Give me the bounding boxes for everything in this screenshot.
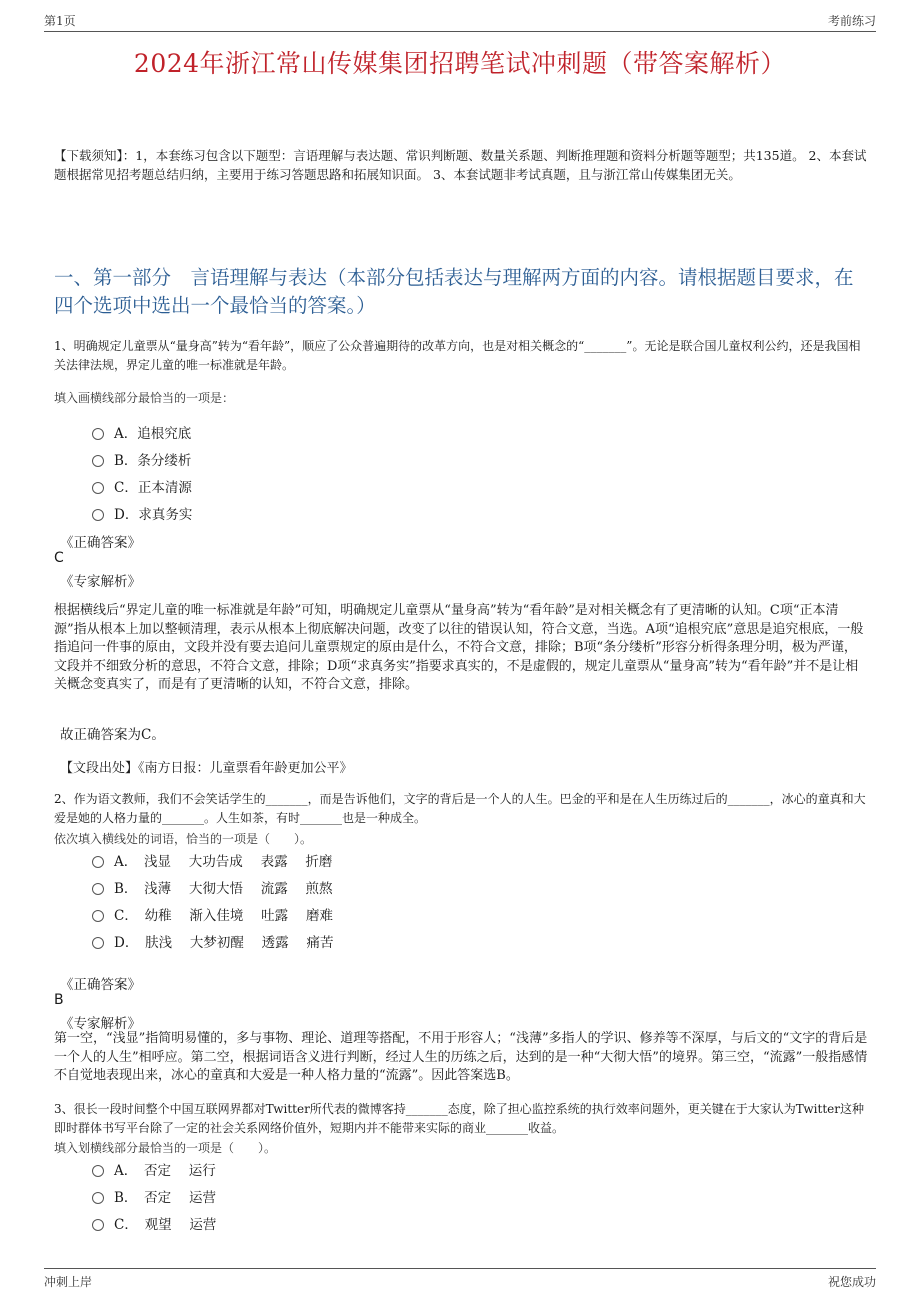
question-3-stem: 3、很长一段时间整个中国互联网界都对Twitter所代表的微博客持_______态度，除了担心监控系统的执行效率问题外，更关键在于大家认为Twitter这种即时群体书写平台除了一定的社会关系网络价值外，短期内并不能带来实际的商业_______收益。: [54, 1102, 864, 1135]
footer-right: 祝您成功: [827, 1275, 876, 1289]
option-label: D．求真务实: [114, 507, 193, 523]
question-2-option-c[interactable]: [92, 904, 333, 924]
question-1-option-b[interactable]: [92, 449, 191, 469]
question-2-stem: 2、作为语文教师，我们不会笑话学生的_______，而是告诉他们，文字的背后是一个人的人生。巴金的平和是在人生历练过后的_______，冰心的童真和大爱是她的人格力量的_______。人生如茶，有时_______也是一种成全。: [54, 792, 866, 825]
option-label: C． 观望 运营: [114, 1217, 217, 1233]
question-2-answer: B: [54, 992, 64, 1008]
page-header: [44, 12, 876, 29]
question-2-option-d[interactable]: [92, 931, 333, 951]
question-1-analysis: 根据横线后“界定儿童的唯一标准就是年龄”可知，明确规定儿童票从“量身高”转为“看年龄”是对相关概念有了更清晰的认知。C项“正本清源”指从根本上加以整顿清理，表示从根本上彻底解决问题，改变了以往的错误认知，符合文意，当选。A项“追根究底”意思是追究根底，一般指追问一件事的原由，文段并没有要去追问儿童票规定的原由是什么，不符合文意，排除；B项“条分缕析”形容分析得条理分明，极为严谨，文段并不细致分析的意思，不符合文意，排除；D项“求真务实”指要求真实的，不是虚假的，规定儿童票从“量身高”转为“看年龄”并不是让相关概念变真实了，而是有了更清晰的认知，不符合文意，排除。: [54, 603, 864, 692]
radio-icon[interactable]: [92, 1165, 104, 1177]
header-divider: [44, 31, 876, 32]
question-1-prompt: 填入画横线部分最恰当的一项是：: [54, 391, 235, 405]
correct-answer-label: 《正确答案》: [60, 977, 141, 993]
option-label: A．追根究底: [114, 426, 192, 442]
question-1-option-d[interactable]: [92, 503, 192, 523]
footer-divider: [44, 1268, 876, 1269]
option-label: B． 浅薄 大彻大悟 流露 煎熬: [114, 881, 333, 897]
question-2-option-a[interactable]: [92, 850, 332, 870]
radio-icon[interactable]: [92, 1219, 104, 1231]
analysis-label: 《专家解析》: [60, 1016, 141, 1032]
option-label: A． 否定 运行: [114, 1163, 216, 1179]
question-3-prompt: 填入划横线部分最恰当的一项是（ ）。: [54, 1141, 277, 1155]
radio-icon[interactable]: [92, 509, 104, 521]
page-footer: [44, 1273, 876, 1290]
question-2-prompt: 依次填入横线处的词语，恰当的一项是（ ）。: [54, 832, 313, 846]
header-label: 考前练习: [827, 14, 876, 28]
option-label: C． 幼稚 渐入佳境 吐露 磨难: [114, 908, 333, 924]
radio-icon[interactable]: [92, 910, 104, 922]
question-1-answer: C: [54, 550, 64, 566]
radio-icon[interactable]: [92, 883, 104, 895]
question-1-option-a[interactable]: [92, 422, 191, 442]
analysis-label: 《专家解析》: [60, 574, 141, 590]
option-label: B．条分缕析: [114, 453, 192, 469]
radio-icon[interactable]: [92, 455, 104, 467]
radio-icon[interactable]: [92, 428, 104, 440]
radio-icon[interactable]: [92, 1192, 104, 1204]
section-heading: 一、第一部分 言语理解与表达（本部分包括表达与理解两方面的内容。请根据题目要求，在四个选项中选出一个最恰当的答案。）: [54, 266, 854, 317]
question-3-option-b[interactable]: [92, 1186, 216, 1206]
question-1-option-c[interactable]: [92, 476, 192, 496]
question-3-option-a[interactable]: [92, 1159, 216, 1179]
correct-answer-label: 《正确答案》: [60, 535, 141, 551]
download-notice: 【下载须知】：1，本套练习包含以下题型：言语理解与表达题、常识判断题、数量关系题、判断推理题和资料分析题等题型；共135道。 2、本套试题根据常见招考题总结归纳，主要用于练习答题思路和拓展知识面。 3、本套试题非考试真题，且与浙江常山传媒集团无关。: [54, 148, 867, 182]
option-label: C．正本清源: [114, 480, 192, 496]
question-1-stem: 1、明确规定儿童票从“量身高”转为“看年龄”，顺应了公众普遍期待的改革方向，也是对相关概念的“_______”。无论是联合国儿童权利公约，还是我国相关法律法规，界定儿童的唯一标准就是年龄。: [54, 339, 861, 372]
question-2-analysis: 第一空，“浅显”指简明易懂的，多与事物、理论、道理等搭配，不用于形容人；“浅薄”多指人的学识、修养等不深厚，与后文的“文字的背后是一个人的人生”相呼应。第二空，根据词语含义进行判断，经过人生的历练之后，达到的是一种“大彻大悟”的境界。第三空，“流露”一般指感情不自觉地表现出来，冰心的童真和大爱是一种人格力量的“流露”。因此答案选B。: [54, 1031, 868, 1083]
radio-icon[interactable]: [92, 482, 104, 494]
question-2-option-b[interactable]: [92, 877, 333, 897]
question-1-conclusion: 故正确答案为C。: [60, 727, 165, 743]
question-1-source: 【文段出处】《南方日报：儿童票看年龄更加公平》: [60, 761, 353, 776]
option-label: A． 浅显 大功告成 表露 折磨: [114, 854, 333, 870]
page-number: 第1页: [44, 14, 76, 28]
question-3-option-c[interactable]: [92, 1213, 216, 1233]
page-title: 2024年浙江常山传媒集团招聘笔试冲刺题（带答案解析）: [133, 49, 787, 78]
footer-left: 冲刺上岸: [44, 1275, 93, 1289]
radio-icon[interactable]: [92, 856, 104, 868]
radio-icon[interactable]: [92, 937, 104, 949]
option-label: D． 肤浅 大梦初醒 透露 痛苦: [114, 935, 334, 951]
option-label: B． 否定 运营: [114, 1190, 216, 1206]
